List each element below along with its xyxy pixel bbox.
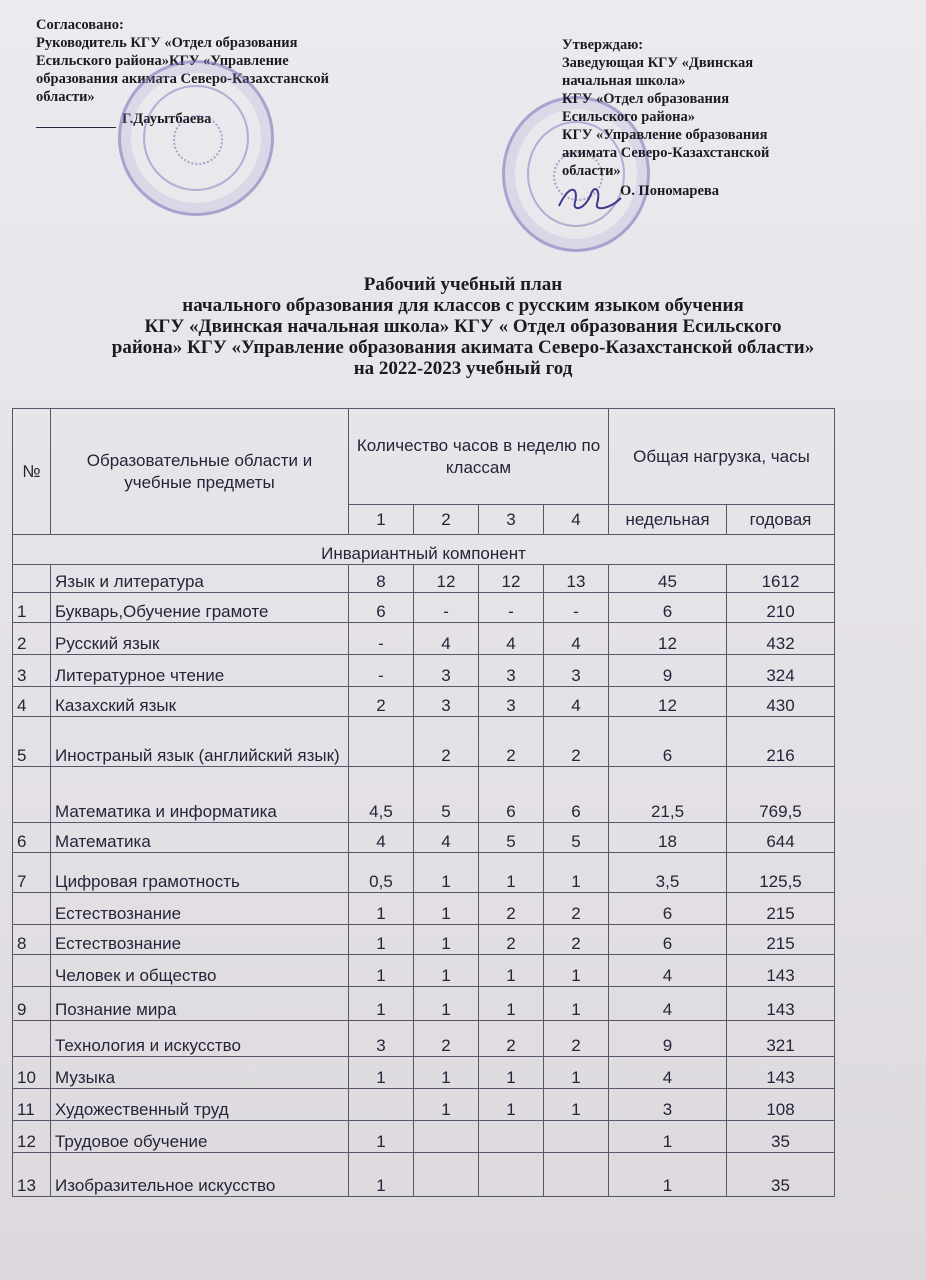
cell-annual: 108	[727, 1089, 835, 1121]
cell-g4: 2	[544, 1021, 609, 1057]
cell-weekly: 6	[609, 893, 727, 925]
cell-g4: 1	[544, 987, 609, 1021]
cell-g4: 1	[544, 955, 609, 987]
cell-annual: 35	[727, 1121, 835, 1153]
cell-weekly: 9	[609, 655, 727, 687]
title-line: Рабочий учебный план	[363, 274, 563, 295]
section-row	[13, 955, 835, 987]
header-total-load: Общая нагрузка, часы	[609, 409, 835, 505]
cell-weekly: 6	[609, 925, 727, 955]
cell-g2: 3	[414, 687, 479, 717]
cell-g3: 12	[479, 565, 544, 593]
cell-g1: 3	[349, 1021, 414, 1057]
cell-g1	[349, 717, 414, 767]
section-row	[13, 565, 835, 593]
cell-weekly: 4	[609, 955, 727, 987]
header-grade-2: 2	[414, 505, 479, 535]
cell-num: 6	[13, 823, 51, 853]
cell-g4: 4	[544, 623, 609, 655]
cell-g3: 1	[479, 1057, 544, 1089]
cell-g2: 1	[414, 853, 479, 893]
subject-row	[13, 925, 835, 955]
cell-g1: 1	[349, 955, 414, 987]
approval-line: образования акимата Северо-Казахстанской	[36, 71, 330, 87]
cell-name: Изобразительное искусство	[51, 1153, 349, 1197]
cell-name: Художественный труд	[51, 1089, 349, 1121]
subject-row	[13, 1057, 835, 1089]
subject-row	[13, 987, 835, 1021]
cell-name: Трудовое обучение	[51, 1121, 349, 1153]
subject-row	[13, 1121, 835, 1153]
cell-g3: -	[479, 593, 544, 623]
cell-g2: 1	[414, 925, 479, 955]
approval-block-approved	[562, 36, 832, 200]
cell-g4: 2	[544, 717, 609, 767]
cell-weekly: 12	[609, 623, 727, 655]
component-row	[13, 535, 835, 565]
cell-g4: 6	[544, 767, 609, 823]
approval-line: области»	[562, 163, 621, 179]
cell-g1: 1	[349, 893, 414, 925]
cell-weekly: 18	[609, 823, 727, 853]
cell-g3	[479, 1121, 544, 1153]
cell-g1	[349, 1089, 414, 1121]
cell-name: Букварь,Обучение грамоте	[51, 593, 349, 623]
cell-weekly: 1	[609, 1121, 727, 1153]
cell-g2	[414, 1153, 479, 1197]
cell-annual: 143	[727, 955, 835, 987]
cell-g1: -	[349, 655, 414, 687]
header-grade-3: 3	[479, 505, 544, 535]
cell-num: 4	[13, 687, 51, 717]
approval-line: КГУ «Отдел образования	[562, 91, 730, 107]
cell-name: Цифровая грамотность	[51, 853, 349, 893]
header-hours-per-week: Количество часов в неделю по классам	[349, 409, 609, 505]
cell-g2: 2	[414, 717, 479, 767]
cell-name: Математика и информатика	[51, 767, 349, 823]
cell-num	[13, 893, 51, 925]
cell-g1: 4,5	[349, 767, 414, 823]
cell-g3: 1	[479, 1089, 544, 1121]
cell-annual: 216	[727, 717, 835, 767]
cell-g4: -	[544, 593, 609, 623]
approval-line: КГУ «Управление образования	[562, 127, 768, 143]
cell-g1: 1	[349, 1121, 414, 1153]
title-line: начального образования для классов с русским языком обучения	[182, 295, 744, 316]
approval-line: области»	[36, 89, 95, 105]
cell-weekly: 3	[609, 1089, 727, 1121]
subject-row	[13, 1089, 835, 1121]
cell-g2: 5	[414, 767, 479, 823]
cell-g3: 1	[479, 853, 544, 893]
cell-annual: 644	[727, 823, 835, 853]
cell-annual: 125,5	[727, 853, 835, 893]
cell-g4: 1	[544, 1057, 609, 1089]
cell-g4: 3	[544, 655, 609, 687]
cell-num: 7	[13, 853, 51, 893]
cell-g3: 2	[479, 717, 544, 767]
cell-weekly: 45	[609, 565, 727, 593]
table-header-row	[13, 409, 835, 505]
subject-row	[13, 623, 835, 655]
cell-num: 5	[13, 717, 51, 767]
approval-signer: Г.Дауытбаева	[122, 111, 212, 127]
header-subjects: Образовательные области и учебные предметы	[51, 409, 349, 535]
cell-g4: 1	[544, 853, 609, 893]
cell-g4: 5	[544, 823, 609, 853]
cell-g4: 1	[544, 1089, 609, 1121]
cell-name: Технология и искусство	[51, 1021, 349, 1057]
cell-g4: 4	[544, 687, 609, 717]
cell-num	[13, 565, 51, 593]
subject-row	[13, 1153, 835, 1197]
cell-g1: 1	[349, 1153, 414, 1197]
cell-annual: 430	[727, 687, 835, 717]
cell-weekly: 6	[609, 717, 727, 767]
cell-num: 12	[13, 1121, 51, 1153]
cell-name: Познание мира	[51, 987, 349, 1021]
cell-annual: 321	[727, 1021, 835, 1057]
cell-weekly: 1	[609, 1153, 727, 1197]
document-title	[0, 274, 926, 379]
cell-annual: 143	[727, 987, 835, 1021]
cell-g3: 6	[479, 767, 544, 823]
cell-g2: 1	[414, 1057, 479, 1089]
cell-g1: 1	[349, 1057, 414, 1089]
cell-weekly: 9	[609, 1021, 727, 1057]
cell-name: Литературное чтение	[51, 655, 349, 687]
cell-g2	[414, 1121, 479, 1153]
approval-heading: Согласовано:	[36, 17, 124, 33]
cell-g3: 2	[479, 925, 544, 955]
subject-row	[13, 655, 835, 687]
section-row	[13, 1021, 835, 1057]
cell-g3: 1	[479, 987, 544, 1021]
official-stamp-left	[118, 60, 274, 216]
cell-annual: 210	[727, 593, 835, 623]
subject-row	[13, 687, 835, 717]
cell-g4: 2	[544, 893, 609, 925]
cell-name: Язык и литература	[51, 565, 349, 593]
cell-num: 8	[13, 925, 51, 955]
cell-g2: 1	[414, 955, 479, 987]
cell-num: 11	[13, 1089, 51, 1121]
section-row	[13, 893, 835, 925]
cell-num: 10	[13, 1057, 51, 1089]
cell-name: Естествознание	[51, 925, 349, 955]
title-line: КГУ «Двинская начальная школа» КГУ « Отдел образования Есильского	[144, 316, 782, 337]
subject-row	[13, 823, 835, 853]
cell-name: Музыка	[51, 1057, 349, 1089]
signature-line	[36, 115, 116, 128]
title-line: на 2022-2023 учебный год	[353, 358, 573, 379]
cell-annual: 324	[727, 655, 835, 687]
cell-g1: 6	[349, 593, 414, 623]
cell-name: Иностраный язык (английский язык)	[51, 717, 349, 767]
cell-name: Человек и общество	[51, 955, 349, 987]
subject-row	[13, 593, 835, 623]
subject-row	[13, 717, 835, 767]
cell-g4	[544, 1153, 609, 1197]
subject-row	[13, 853, 835, 893]
cell-g2: 1	[414, 987, 479, 1021]
cell-num	[13, 767, 51, 823]
approval-signer: О. Пономарева	[620, 183, 719, 199]
cell-g3: 2	[479, 893, 544, 925]
cell-g4: 13	[544, 565, 609, 593]
cell-g3: 4	[479, 623, 544, 655]
cell-g4: 2	[544, 925, 609, 955]
cell-g3: 3	[479, 687, 544, 717]
cell-name: Естествознание	[51, 893, 349, 925]
cell-g2: 4	[414, 823, 479, 853]
cell-g1: 4	[349, 823, 414, 853]
cell-annual: 215	[727, 893, 835, 925]
cell-g1: 1	[349, 987, 414, 1021]
cell-g4	[544, 1121, 609, 1153]
approval-heading: Утверждаю:	[562, 37, 644, 53]
cell-weekly: 4	[609, 1057, 727, 1089]
cell-annual: 432	[727, 623, 835, 655]
cell-g2: 4	[414, 623, 479, 655]
cell-num: 9	[13, 987, 51, 1021]
cell-g3	[479, 1153, 544, 1197]
cell-g1: 0,5	[349, 853, 414, 893]
cell-g1: -	[349, 623, 414, 655]
cell-annual: 769,5	[727, 767, 835, 823]
approval-line: акимата Северо-Казахстанской	[562, 145, 770, 161]
cell-weekly: 3,5	[609, 853, 727, 893]
curriculum-table	[12, 408, 835, 1197]
approval-line: Есильского района»КГУ «Управление	[36, 53, 289, 69]
cell-name: Казахский язык	[51, 687, 349, 717]
component-label: Инвариантный компонент	[13, 535, 835, 565]
cell-weekly: 12	[609, 687, 727, 717]
header-num: №	[13, 409, 51, 535]
approval-line: начальная школа»	[562, 73, 686, 89]
header-weekly: недельная	[609, 505, 727, 535]
cell-weekly: 4	[609, 987, 727, 1021]
header-annual: годовая	[727, 505, 835, 535]
cell-name: Русский язык	[51, 623, 349, 655]
cell-num: 2	[13, 623, 51, 655]
approval-line: Заведующая КГУ «Двинская	[562, 55, 754, 71]
cell-g2: 1	[414, 893, 479, 925]
cell-annual: 215	[727, 925, 835, 955]
cell-num	[13, 955, 51, 987]
header-grade-4: 4	[544, 505, 609, 535]
cell-weekly: 6	[609, 593, 727, 623]
cell-g1: 2	[349, 687, 414, 717]
cell-num: 13	[13, 1153, 51, 1197]
cell-annual: 143	[727, 1057, 835, 1089]
cell-annual: 35	[727, 1153, 835, 1197]
cell-g3: 1	[479, 955, 544, 987]
cell-num: 1	[13, 593, 51, 623]
approval-line: Руководитель КГУ «Отдел образования	[36, 35, 298, 51]
cell-g3: 2	[479, 1021, 544, 1057]
cell-name: Математика	[51, 823, 349, 853]
cell-g3: 3	[479, 655, 544, 687]
cell-g1: 1	[349, 925, 414, 955]
cell-g2: 2	[414, 1021, 479, 1057]
approval-line: Есильского района»	[562, 109, 695, 125]
cell-g2: 1	[414, 1089, 479, 1121]
cell-weekly: 21,5	[609, 767, 727, 823]
title-line: района» КГУ «Управление образования акимата Северо-Казахстанской области»	[111, 337, 815, 358]
cell-g2: -	[414, 593, 479, 623]
header-grade-1: 1	[349, 505, 414, 535]
cell-num	[13, 1021, 51, 1057]
cell-g3: 5	[479, 823, 544, 853]
cell-g2: 12	[414, 565, 479, 593]
cell-annual: 1612	[727, 565, 835, 593]
cell-g2: 3	[414, 655, 479, 687]
cell-g1: 8	[349, 565, 414, 593]
cell-num: 3	[13, 655, 51, 687]
section-row	[13, 767, 835, 823]
